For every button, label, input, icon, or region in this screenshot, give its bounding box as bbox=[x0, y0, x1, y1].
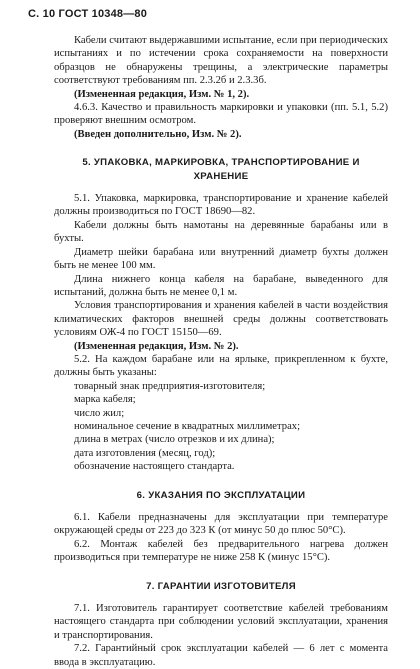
clause-5-1: 5.1. Упаковка, маркировка, транспортирование и хранение кабелей должны производиться по ГОСТ 18690—82. bbox=[54, 193, 388, 218]
list-item: дата изготовления (месяц, год); bbox=[74, 447, 216, 459]
list-item: длина в метрах (число отрезков и их длина); bbox=[74, 434, 275, 446]
clause-7-1: 7.1. Изготовитель гарантирует соответствие кабелей требованиям настоящего стандарта при соблюдении условий эксплуатации, хранения и транспортирования. bbox=[54, 603, 388, 641]
document-body bbox=[54, 34, 388, 669]
section-5-paragraph-3: Диаметр шейки барабана или внутренний диаметр бухты должен быть не менее 100 мм. bbox=[54, 246, 388, 272]
list-item: марка кабеля; bbox=[74, 394, 136, 406]
section-5-paragraph-4: Длина нижнего конца кабеля на барабане, выведенного для испытаний, должна быть не менее 0,1 м. bbox=[54, 273, 388, 298]
section-5-paragraph-5: Условия транспортирования и хранения кабелей в части воздействия климатических факторов внешней среды должны соответствовать условиям ОЖ-4 по ГОСТ 15150—69. bbox=[54, 300, 388, 339]
section-6-title: 6. УКАЗАНИЯ ПО ЭКСПЛУАТАЦИИ bbox=[136, 489, 306, 501]
intro-amendment-note-2: (Введен дополнительно, Изм. № 2). bbox=[74, 128, 242, 140]
clause-4-6-3: 4.6.3. Качество и правильность маркировки и упаковки (пп. 5.1, 5.2) проверяют внешним осмотром. bbox=[54, 102, 388, 127]
clause-6-1: 6.1. Кабели предназначены для эксплуатации при температуре окружающей среды от 223 до 323 К (от минус 50 до плюс 50°С). bbox=[54, 512, 388, 537]
marking-list bbox=[54, 380, 388, 474]
intro-amendment-note-1: (Измененная редакция, Изм. № 1, 2). bbox=[74, 88, 250, 100]
section-7-title: 7. ГАРАНТИИ ИЗГОТОВИТЕЛЯ bbox=[146, 580, 296, 592]
clause-6-2: 6.2. Монтаж кабелей без предварительного нагрева должен производиться при температуре не ниже 258 К (минус 15°С). bbox=[54, 538, 388, 564]
clause-7-2: 7.2. Гарантийный срок эксплуатации кабелей — 6 лет с момента ввода в эксплуатацию. bbox=[54, 643, 388, 668]
intro-paragraph-1: Кабели считают выдержавшими испытание, если при периодических испытаниях и по истечении срока сохраняемости на поверхности образцов не обнаружены трещины, а электрические параметры соответствуют требованиям пп. 2.3.2б и 2.3.3б. bbox=[54, 35, 388, 87]
page-header: С. 10 ГОСТ 10348—80 bbox=[28, 8, 148, 20]
section-5-paragraph-2: Кабели должны быть намотаны на деревянные барабаны или в бухты. bbox=[54, 219, 388, 245]
section-5-title: 5. УПАКОВКА, МАРКИРОВКА, ТРАНСПОРТИРОВАНИЕ И ХРАНЕНИЕ bbox=[82, 157, 360, 182]
list-item: число жил; bbox=[74, 407, 125, 419]
section-5-amendment-note: (Измененная редакция, Изм. № 2). bbox=[74, 340, 239, 352]
list-item: товарный знак предприятия-изготовителя; bbox=[74, 380, 266, 392]
list-item: номинальное сечение в квадратных миллиметрах; bbox=[74, 420, 301, 432]
clause-5-2: 5.2. На каждом барабане или на ярлыке, прикрепленном к бухте, должны быть указаны: bbox=[54, 353, 388, 379]
list-item: обозначение настоящего стандарта. bbox=[74, 461, 235, 473]
